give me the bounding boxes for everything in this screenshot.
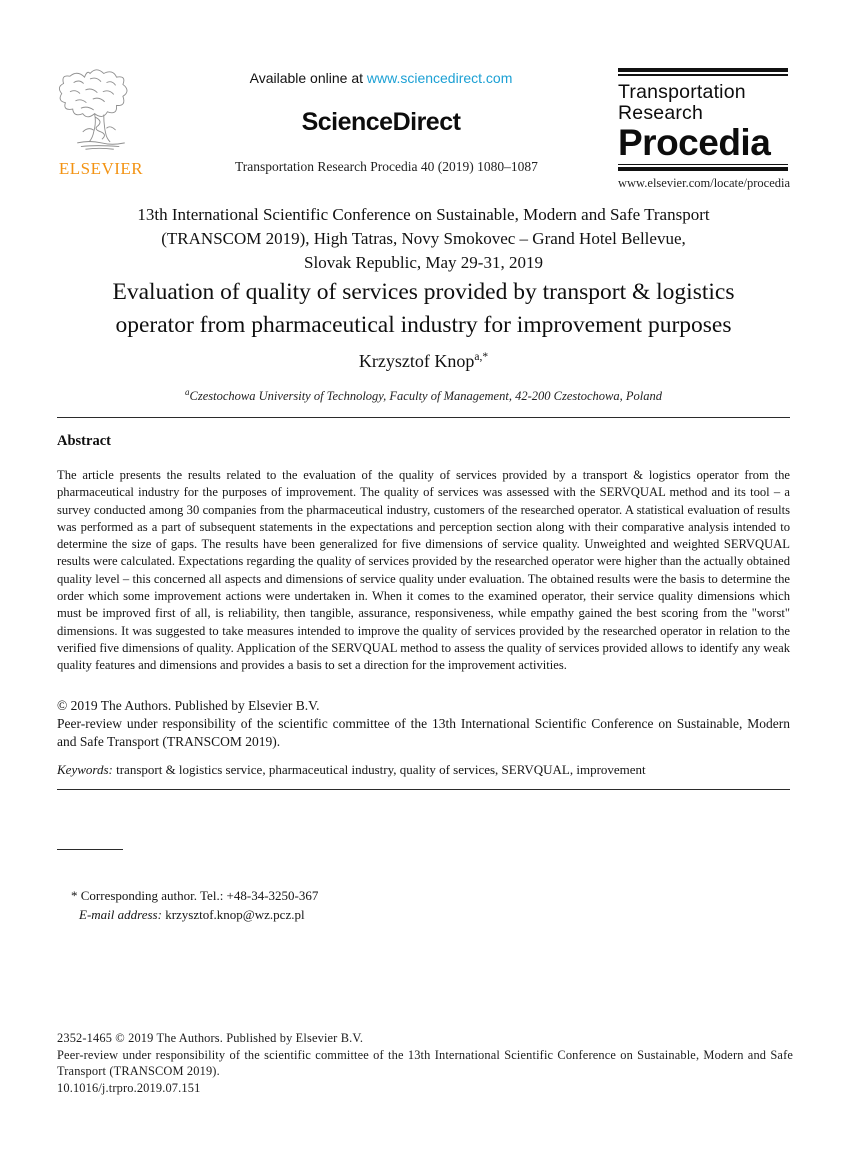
elsevier-wordmark: ELSEVIER (58, 159, 144, 178)
affiliation-superscript: a (185, 386, 190, 397)
email-line (57, 905, 557, 924)
keywords-label: Keywords: (57, 762, 113, 777)
author-superscript: a,* (474, 351, 489, 363)
affiliation-text: Czestochowa University of Technology, Faculty of Management, 42-200 Czestochowa, Poland (189, 389, 662, 403)
logo-bar-top-thin (618, 74, 788, 76)
author-line (57, 351, 790, 372)
logo-bar-bottom-thin (618, 164, 788, 166)
procedia-logo-line2: Research (618, 101, 704, 124)
article-title (57, 276, 790, 342)
procedia-logo-wordmark: Procedia (618, 121, 771, 163)
journal-citation: Transportation Research Procedia 40 (2019) 1080–1087 (235, 159, 538, 174)
logo-bar-top-thick (618, 68, 788, 72)
author-name: Krzysztof Knop (358, 351, 475, 371)
affiliation-line (57, 386, 790, 404)
issn-copyright-line: 2352-1465 © 2019 The Authors. Published by Elsevier B.V. (57, 1031, 364, 1045)
sciencedirect-link[interactable]: www.sciencedirect.com (366, 70, 513, 86)
doi-line: 10.1016/j.trpro.2019.07.151 (57, 1080, 201, 1095)
sciencedirect-logo: ScienceDirect (301, 108, 461, 136)
email-label: E-mail address: (79, 907, 162, 922)
procedia-url: www.elsevier.com/locate/procedia (618, 176, 791, 190)
elsevier-tree-icon (55, 68, 147, 152)
email-value: krzysztof.knop@wz.pcz.pl (161, 907, 305, 922)
imprint-block (57, 1030, 793, 1096)
available-online-line (235, 70, 527, 86)
peer-review-statement: Peer-review under responsibility of the scientific committee of the 13th International Scientific Conference on Sustainable, Modern and Safe Transport (TRANSCOM 2019). (57, 716, 790, 749)
footnote-block (57, 886, 557, 924)
procedia-logo-line1: Transportation (618, 80, 746, 103)
logo-bar-bottom-thick (618, 167, 788, 171)
corresponding-author-line: * Corresponding author. Tel.: +48-34-3250-367 (71, 888, 319, 903)
conference-heading-line2: (TRANSCOM 2019), High Tatras, Novy Smokovec – Grand Hotel Bellevue, (161, 229, 686, 248)
article-title-line1: Evaluation of quality of services provided by transport & logistics (112, 279, 735, 305)
header-center (235, 70, 538, 175)
copyright-block (57, 697, 790, 751)
abstract-heading: Abstract (57, 433, 111, 449)
conference-heading (57, 203, 790, 275)
copyright-line: © 2019 The Authors. Published by Elsevier B.V. (57, 698, 320, 713)
keywords-text: transport & logistics service, pharmaceutical industry, quality of services, SERVQUAL, improvement (112, 762, 646, 777)
keywords-line (57, 762, 790, 778)
available-online-prefix: Available online at (249, 70, 367, 86)
conference-heading-line1: 13th International Scientific Conference on Sustainable, Modern and Safe Transport (137, 205, 710, 224)
conference-heading-line3: Slovak Republic, May 29-31, 2019 (304, 253, 543, 272)
divider-below-keywords (57, 789, 790, 790)
article-title-line2: operator from pharmaceutical industry for improvement purposes (115, 312, 732, 338)
imprint-peer-review: Peer-review under responsibility of the scientific committee of the 13th International Scientific Conference on Sustainable, Modern and Safe Transport (TRANSCOM 2019). (57, 1047, 793, 1078)
elsevier-logo (55, 68, 147, 179)
footnote-divider (57, 849, 123, 850)
abstract-body: The article presents the results related to the evaluation of the quality of services provided by a transport & logistics operator from the pharmaceutical industry for the purposes of improvement. The quality of services was assessed with the SERVQUAL method and its tool – a survey conducted among 30 companies from the pharmaceutical industry, customers of the researched operator. A statistical evaluation of results was performed as a part of subsequent statements in the expectations and perception section along with their comparative analysis intended to determine the size of gaps. The results have been generalized for five dimensions of service quality. Unweighted and weighted SERVQUAL results were calculated. Expectations regarding the quality of services provided by the researched operator were higher than the actually obtained quality level – this concerned all aspects and dimensions of service quality under evaluation. The obtained results were the basis to determine the order which some improvement actions were undertaken in. When it comes to the examined operator, their service quality dimensions which must be improved first of all, is reliability, then tangible, assurance, responsiveness, while empathy gained the best scoring from the "worst" dimensions. It was suggested to take measures intended to improve the quality of services provided by the researched operator in relation to the verified five dimensions of quality. Application of the SERVQUAL method to assess the quality of services provided allows to identify any weak quality features and dimensions and provides a basis to set a direction for the improvement activities. (57, 468, 790, 673)
divider-above-abstract (57, 417, 790, 418)
procedia-logo (618, 68, 791, 191)
